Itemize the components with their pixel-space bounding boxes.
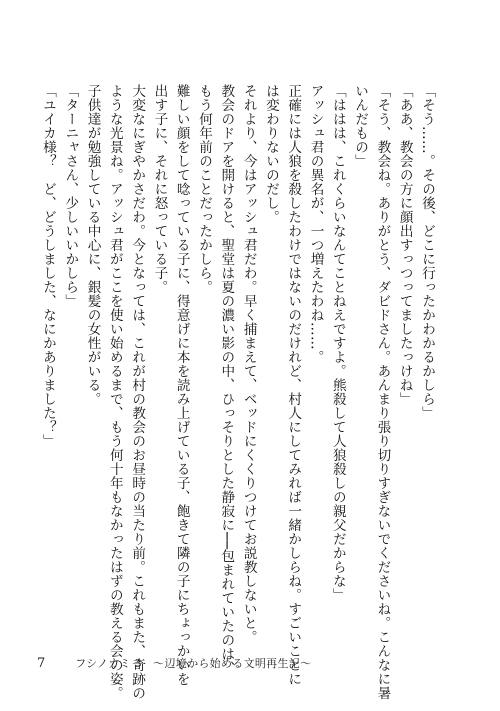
- text-line: 難しい顔をして唸っている子に、得意げに本を読み上げている子、飽きて隣の子にちょっかいを: [173, 84, 190, 686]
- text-line: 子供達が勉強している中心に、銀髪の女性がいる。: [84, 84, 101, 406]
- text-line: 「そう……。その後、どこに行ったかわかるかしら」: [419, 84, 435, 420]
- text-line: 出す子に、それに怒っている子。: [151, 84, 168, 294]
- text-line: ような光景ね。アッシュ君がここを使い始めるまで、もう何十年もなかったはずの教える会の姿。: [106, 84, 123, 700]
- text-line: いんだもの」: [352, 84, 369, 168]
- text-line: 「そう、教会ね。ありがとう、ダビドさん。あんまり張り切りすぎないでくださいね。こんなに暑: [374, 84, 391, 700]
- text-line: 「ターニャさん、少しいいかしら」: [62, 84, 79, 308]
- text-line: 「ああ、教会の方に顔出すっつってましたっけね」: [396, 84, 413, 406]
- page-number: 7: [37, 656, 46, 671]
- text-line: それより、今はアッシュ君だわ。早く捕まえて、ベッドにくくりつけてお説教しないと。: [240, 84, 257, 644]
- text-line: 正確には人狼を殺したわけではないのだけれど、村人にしてみれば一緒かしらね。すごいことに: [285, 84, 302, 686]
- running-title: フシノカミ 3 ～辺境から始める文明再生記～: [75, 657, 312, 670]
- text-line: 「ユイカ様？ ど、どうしました、なにかありました？」: [39, 84, 56, 448]
- text-line: アッシュ君の異名が、一つ増えたわね……。: [307, 84, 324, 364]
- text-line: 大変なにぎやかさだわ。今となっては、これが村の教会のお昼時の当たり前。これもまた、奇跡の: [129, 84, 146, 700]
- text-line: は変わりないのだし。: [262, 84, 279, 224]
- text-line: もう何年前のことだったかしら。: [196, 84, 213, 294]
- text-line: 教会のドアを開けると、聖堂は夏の濃い影の中、ひっそりとした静寂に──包まれていたのは、: [218, 84, 235, 676]
- page-footer: [37, 655, 311, 675]
- text-line: 「ははは、これくらいなんてことねえですよ。熊殺して人狼殺しの親父だからな」: [329, 84, 346, 602]
